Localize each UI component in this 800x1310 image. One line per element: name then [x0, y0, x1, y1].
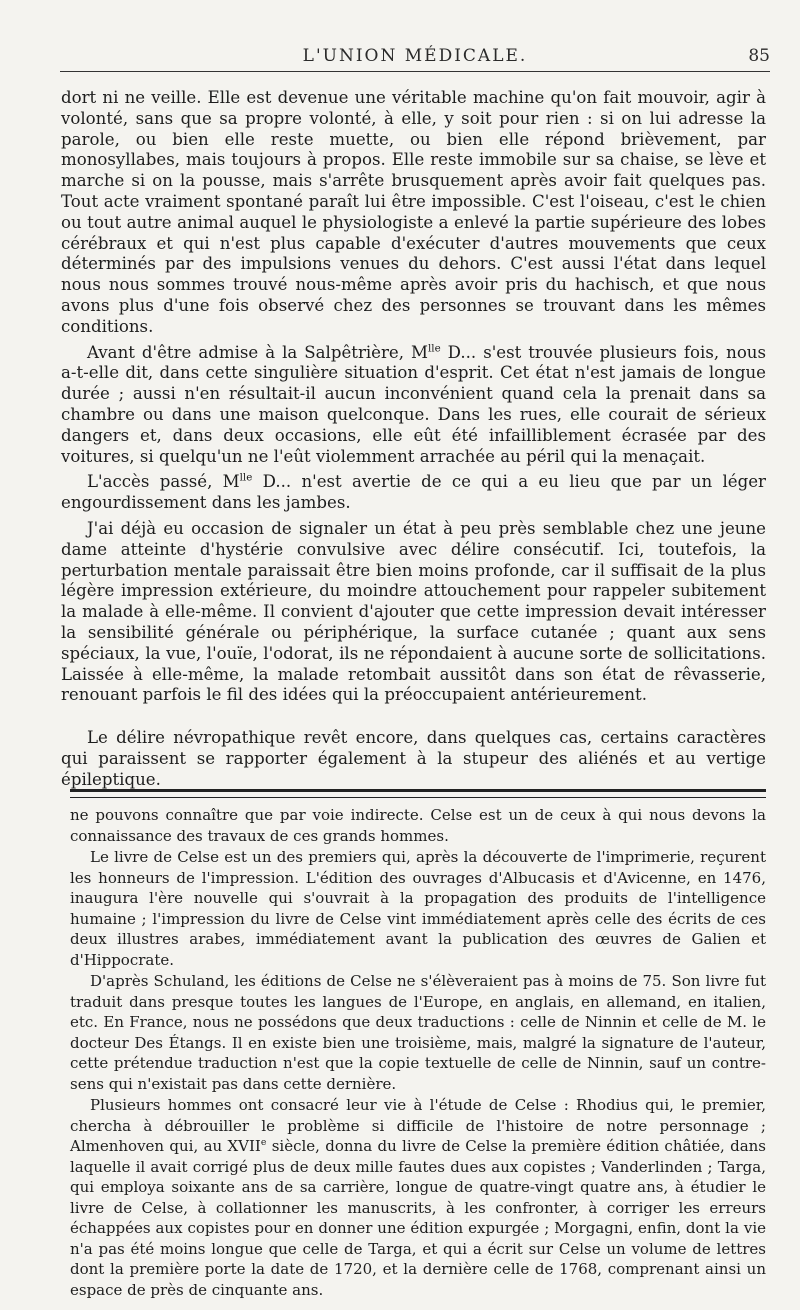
page-header	[60, 44, 770, 74]
note-paragraph-4-start: Plusieurs hommes ont consacré leur vie à l'étude de Celse : Rhodius qui, le premier, chercha à débrouiller le problème si difficile de l'histoire de notre personnage ; Almenhoven qui, au	[70, 1096, 766, 1155]
footnote-separator-rule	[70, 789, 766, 798]
paragraph-2	[61, 343, 766, 468]
note-paragraph-4-rest: siècle, donna du livre de Celse la première édition châtiée, dans laquelle il avait corrigé plus de deux mille fautes dues aux copistes ; Vanderlinden ; Targa, qui employa soixante ans de sa carrière, longue de quatre-vingt quatre ans, à étudier le livre de Celse, à collationner les manuscrits, à les confronter, à corriger les erreurs échappées aux copistes pour en donner une édition expurgée ; Morgagni, enfin, dont la vie n'a pas été moins longue que celle de Targa, et qui a écrit sur Celse un volume de lettres dont la première porte la date de 1720, et la dernière celle de 1768, comprenant ainsi un espace de près de cinquante ans.	[70, 1137, 766, 1299]
running-title: L'UNION MÉDICALE.	[302, 46, 528, 66]
page-number: 85	[748, 46, 770, 66]
note-paragraph-4	[70, 1095, 766, 1300]
paragraph-3-start: L'accès passé, M	[87, 472, 240, 492]
note-paragraph-2: Le livre de Celse est un des premiers qui, après la découverte de l'imprimerie, reçurent les honneurs de l'impression. L'édition des ouvrages d'Albucasis et d'Avicenne, en 1476, inaugura l'ère nouvelle qui s'ouvrait à la propagation des produits de l'intelligence humaine ; l'impression du livre de Celse vint immédiatement après celle des écrits de ces deux illustres arabes, immédiatement avant la publication des œuvres de Galien et d'Hippocrate.	[70, 848, 766, 969]
paragraph-3-superscript: lle	[239, 471, 253, 484]
paragraph-3-rest: D... n'est avertie de ce qui a eu lieu que par un léger engourdissement dans les jambes.	[61, 472, 766, 513]
note-paragraph-1: ne pouvons connaître que par voie indirecte. Celse est un de ceux à qui nous devons la connaissance des travaux de ces grands hommes.	[70, 806, 766, 845]
paragraph-2-start: Avant d'être admise à la Salpêtrière, M	[87, 342, 429, 362]
century-numeral: XVII	[227, 1137, 261, 1155]
header-rule	[60, 71, 770, 72]
paragraph-2-rest: D... s'est trouvée plusieurs fois, nous a-t-elle dit, dans cette singulière situation d'esprit. Cet état n'est jamais de longue durée ; aussi n'en résultait-il aucun inconvénient quand cela la prenait dans sa chambre ou dans une maison quelconque. Dans les rues, elle courait de sérieux dangers et, dans deux occasions, elle eût été infailliblement écrasée par des voitures, si quelqu'un ne l'eût violemment arrachée au péril qui la menaçait.	[61, 342, 767, 466]
paragraph-5: Le délire névropathique revêt encore, dans quelques cas, certains caractères qui paraissent se rapporter également à la stupeur des aliénés et au vertige épileptique.	[61, 728, 766, 789]
paragraph-4: J'ai déjà eu occasion de signaler un état à peu près semblable chez une jeune dame atteinte d'hystérie convulsive avec délire consécutif. Ici, toutefois, la perturbation mentale paraissait être bien moins profonde, car il suffisait de la plus légère impression extérieure, du moindre attouchement pour rappeler subitement la malade à elle-même. Il convient d'ajouter que cette impression devait intéresser la sensibilité générale ou périphérique, la surface cutanée ; quant aux sens spéciaux, la vue, l'ouïe, l'odorat, ils ne répondaient à aucune sorte de sollicitations. Laissée à elle-même, la malade retombait aussitôt dans son état de rêvasserie, renouant parfois le fil des idées qui la préoccupaient antérieurement.	[61, 518, 766, 705]
main-text	[61, 88, 766, 796]
paragraph-1: dort ni ne veille. Elle est devenue une véritable machine qu'on fait mouvoir, agir à volonté, sans que sa propre volonté, à elle, y soit pour rien : si on lui adresse la parole, ou bien elle reste muette, ou bien elle répond brièvement, par monosyllabes, mais toujours à propos. Elle reste immobile sur sa chaise, se lève et marche si on la pousse, mais s'arrête brusquement après avoir fait quelques pas. Tout acte vraiment spontané paraît lui être impossible. C'est l'oiseau, c'est le chien ou tout autre animal auquel le physiologiste a enlevé la partie supérieure des lobes cérébraux et qui n'est plus capable d'exécuter d'autres mouvements que ceux déterminés par des impulsions venues du dehors. C'est aussi l'état dans lequel nous nous sommes trouvé nous-même après avoir pris du hachisch, et que nous avons plus d'une fois observé chez des personnes se trouvant dans les mêmes conditions.	[61, 88, 766, 336]
paragraph-2-superscript: lle	[428, 342, 441, 355]
century-superscript: e	[260, 1137, 267, 1148]
footnote-text	[70, 805, 766, 1301]
paragraph-3	[61, 472, 766, 514]
note-paragraph-3: D'après Schuland, les éditions de Celse ne s'élèveraient pas à moins de 75. Son livre fut traduit dans presque toutes les langues de l'Europe, en anglais, en allemand, en italien, etc. En France, nous ne possédons que deux traductions : celle de Ninnin et celle de M. le docteur Des Étangs. Il en existe bien une troisième, mais, malgré la signature de l'auteur, cette prétendue traduction n'est que la copie textuelle de celle de Ninnin, sauf un contre-sens qui n'existait pas dans cette dernière.	[70, 972, 766, 1093]
